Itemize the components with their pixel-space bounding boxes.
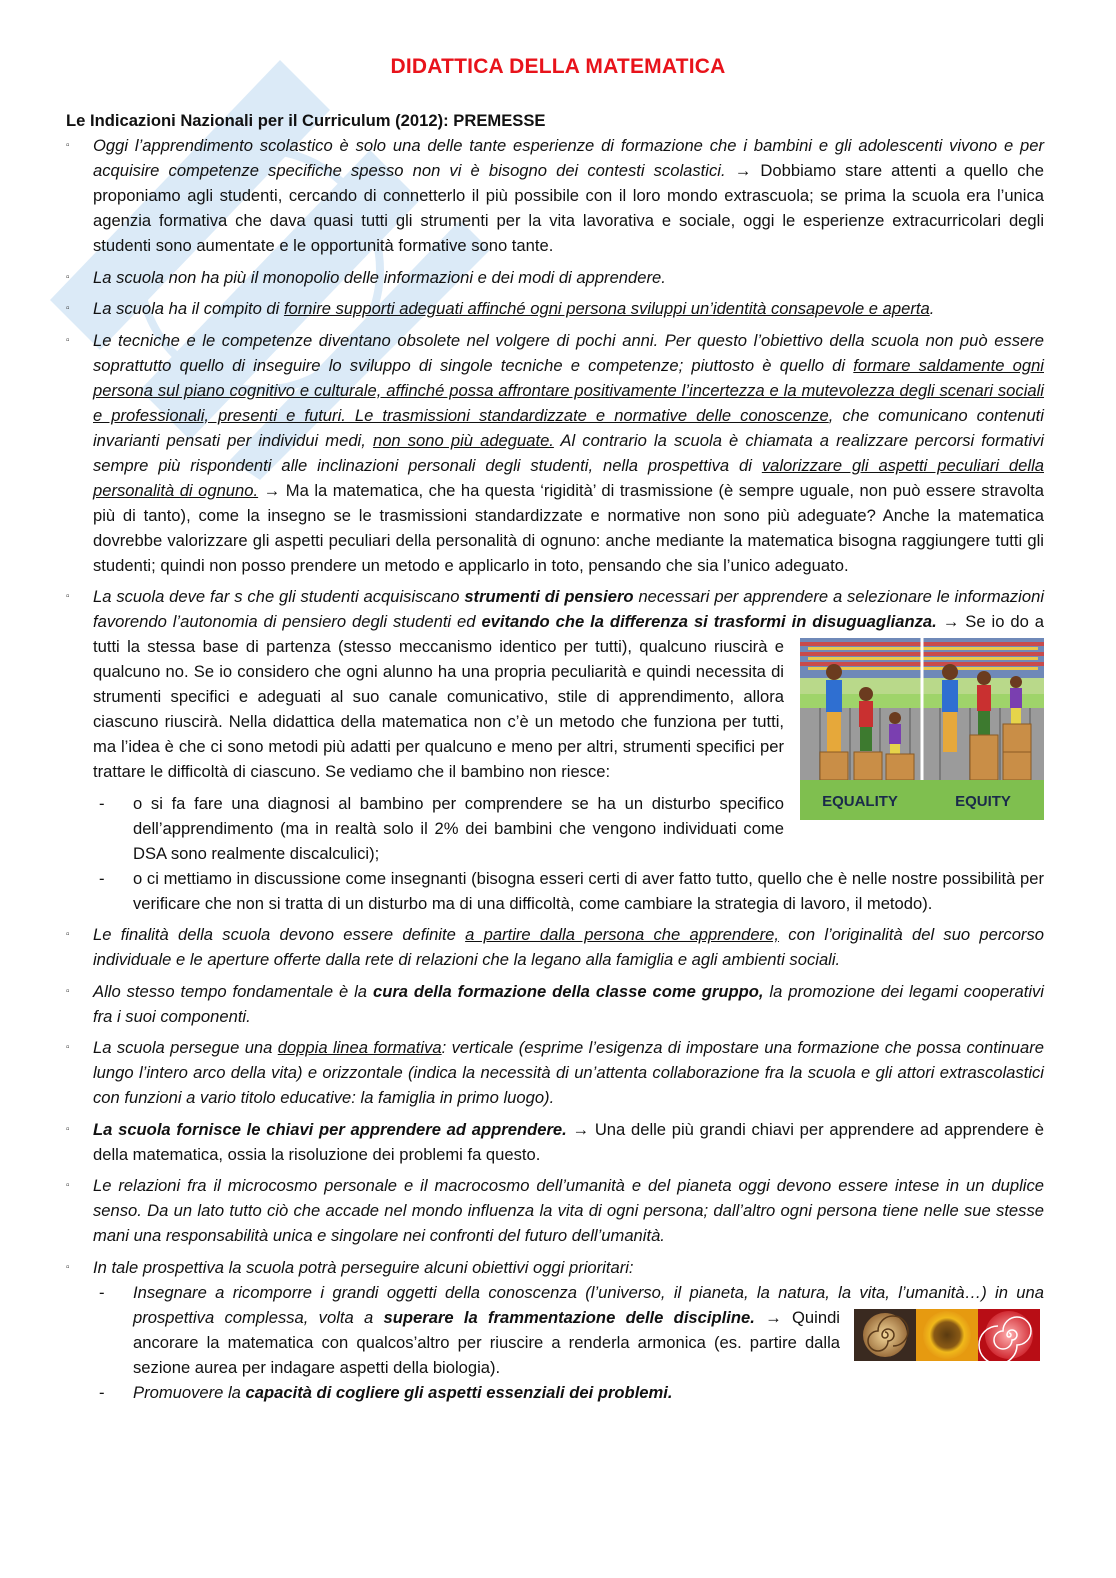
- bullet-item-5: ▫ La scuola deve far s che gli studenti acquisiscano strumenti di pensiero necessari per apprendere a selezionare le informazioni favorendo l’autonomia di pensiero degli studenti ed evitando che la differenza si trasformi in disuguaglianza. → EQUALITY EQUITY Se io do a tutti la stessa base di partenza (stesso meccanismo identico per tutti), qualcuno riuscirà e qualcuno no. Se io considero che ogni alunno ha una propria peculiarità e quindi necessita di strumenti specifici e adeguati al suo canale comunicativo, stile di apprendimento, allora ciascuno riuscirà. Nella didattica della matematica non c’è un metodo che funziona per tutti, ma l’idea è che ci sono metodi più adatti per qualcuno e meno per altri, strumenti specifici per trattare le difficoltà di ciascuno. Se vediamo che il bambino non riesce:: [66, 584, 1044, 784]
- dash-icon: -: [99, 868, 105, 888]
- bullet-item-9: ▫ La scuola fornisce le chiavi per apprendere ad apprendere. → Una delle più grandi chiavi per apprendere ad apprendere è della matematica, ossia la risoluzione dei problemi fa questo.: [66, 1117, 1044, 1167]
- dash-icon: -: [99, 1282, 105, 1302]
- equality-label: EQUALITY: [822, 793, 898, 810]
- sub-item-11-2: - Promuovere la capacità di cogliere gli aspetti essenziali dei problemi.: [66, 1380, 1044, 1405]
- bullet-item-6: ▫ Le finalità della scuola devono essere definite a partire dalla persona che apprendere, con l’originalità del suo percorso individuale e le aperture offerte dalla rete di relazioni che la legano alla famiglia e agli ambienti sociali.: [66, 922, 1044, 972]
- document-body: [66, 108, 1044, 1405]
- bullet-item-1: ▫ Oggi l’apprendimento scolastico è solo una delle tante esperienze di formazione che i bambini e gli adolescenti vivono e per acquisire competenze specifiche spesso non vi è bisogno dei contesti scolastici. → Dobbiamo stare attenti a quello che proponiamo agli studenti, cercando di connetterlo il più possibile con il loro mondo extrascuola; se prima la scuola era l’unica agenzia formativa che dava quasi tutti gli strumenti per la vita lavorativa e sociale, oggi le esperienze extracurricolari degli studenti sono aumentate e le opportunità formative sono tante.: [66, 133, 1044, 258]
- arrow-icon: →: [572, 1119, 590, 1139]
- arrow-icon: →: [942, 612, 960, 631]
- bullet-icon: ▫: [66, 303, 70, 314]
- bullet-item-3: ▫ La scuola ha il compito di fornire supporti adeguati affinché ogni persona sviluppi un’identità consapevole e aperta.: [66, 296, 1044, 321]
- spirals-illustration: [854, 1309, 1040, 1361]
- sub-item-11-1: - Insegnare a ricomporre i grandi oggetti della conoscenza (l’universo, il pianeta, la natura, la vita, l’umanità…) in una prospettiva complessa, volta a superare la frammentazione delle discipline. → Quindi ancorare la matematica con qualcos’altro per riuscire a renderla armonica (es. partire dalla sezione aurea per indagare aspetti della biologia).: [66, 1280, 1044, 1380]
- dash-icon: -: [99, 793, 105, 813]
- bullet-item-4: ▫ Le tecniche e le competenze diventano obsolete nel volgere di pochi anni. Per questo l’obiettivo della scuola non può essere soprattutto quello di inseguire lo sviluppo di singole tecniche e competenze; piuttosto è quello di formare saldamente ogni persona sul piano cognitivo e culturale, affinché possa affrontare positivamente l’incertezza e la mutevolezza degli scenari sociali e professionali, presenti e futuri. Le trasmissioni standardizzate e normative delle conoscenze, che comunicano contenuti invarianti pensati per individui medi, non sono più adeguate. Al contrario la scuola è chiamata a realizzare percorsi formativi sempre più rispondenti alle inclinazioni personali degli studenti, nella prospettiva di valorizzare gli aspetti peculiari della personalità di ognuno. → Ma la matematica, che ha questa ‘rigidità’ di trasmissione (è sempre uguale, non può essere stravolta più di tanto), come la insegno se le trasmissioni standardizzate e normative non sono più adeguate? Anche la matematica dovrebbe valorizzare gli aspetti peculiari della personalità di ognuno: anche mediante la matematica bisogna raggiungere tutti gli studenti; quindi non posso prendere un metodo e applicarlo in toto, pensando che sia l’unico adeguato.: [66, 328, 1044, 578]
- dash-icon: -: [99, 1382, 105, 1402]
- document-title: DIDATTICA DELLA MATEMATICA: [390, 55, 726, 78]
- bullet-icon: ▫: [66, 271, 70, 283]
- section-heading: Le Indicazioni Nazionali per il Curriculum (2012): PREMESSE: [66, 111, 546, 130]
- bullet-icon: ▫: [66, 985, 70, 997]
- sub-item-5-2: - o ci mettiamo in discussione come insegnanti (bisogna esseri certi di aver fatto tutto, quello che è nelle nostre possibilità per verificare che non si tratta di un disturbo ma di una difficoltà, come cambiare la strategia di lavoro, il metodo).: [66, 866, 1044, 916]
- bullet-item-11: ▫ In tale prospettiva la scuola potrà perseguire alcuni obiettivi oggi prioritari:: [66, 1255, 1044, 1280]
- bullet-icon: ▫: [66, 929, 70, 940]
- bullet-item-2: ▫ La scuola non ha più il monopolio delle informazioni e dei modi di apprendere.: [66, 265, 1044, 290]
- bullet-icon: ▫: [66, 1180, 70, 1191]
- equity-label: EQUITY: [955, 793, 1011, 810]
- sub-item-5-1: - o si fa fare una diagnosi al bambino per comprendere se ha un disturbo specifico dell’apprendimento (ma in realtà solo il 2% dei bambini che vengono individuati come DSA sono realmente discalculici);: [66, 791, 1044, 866]
- arrow-icon: →: [734, 161, 752, 180]
- bullet-icon: ▫: [66, 140, 70, 151]
- bullet-icon: ▫: [66, 334, 70, 346]
- arrow-icon: →: [765, 1307, 782, 1327]
- bullet-icon: ▫: [66, 591, 70, 602]
- bullet-icon: ▫: [66, 1042, 70, 1053]
- bullet-item-8: ▫ La scuola persegue una doppia linea formativa: verticale (esprime l’esigenza di impostare una formazione che possa continuare lungo l’intero arco della vita) e orizzontale (indica la necessità di un’attenta collaborazione fra la scuola e gli attori extrascolastici con funzioni a vario titolo educative: la famiglia in primo luogo).: [66, 1035, 1044, 1110]
- arrow-icon: →: [263, 480, 281, 500]
- bullet-icon: ▫: [66, 1123, 70, 1135]
- bullet-icon: ▫: [66, 1261, 70, 1273]
- bullet-item-7: ▫ Allo stesso tempo fondamentale è la cura della formazione della classe come gruppo, la promozione dei legami cooperativi fra i suoi componenti.: [66, 979, 1044, 1029]
- bullet-item-10: ▫ Le relazioni fra il microcosmo personale e il macrocosmo dell’umanità e del pianeta oggi devono essere intese in un duplice senso. Da un lato tutto ciò che accade nel mondo influenza la vita di ogni persona; dall’altro ogni persona tiene nelle sue stesse mani una responsabilità unica e singolare nei confronti del futuro dell’umanità.: [66, 1173, 1044, 1248]
